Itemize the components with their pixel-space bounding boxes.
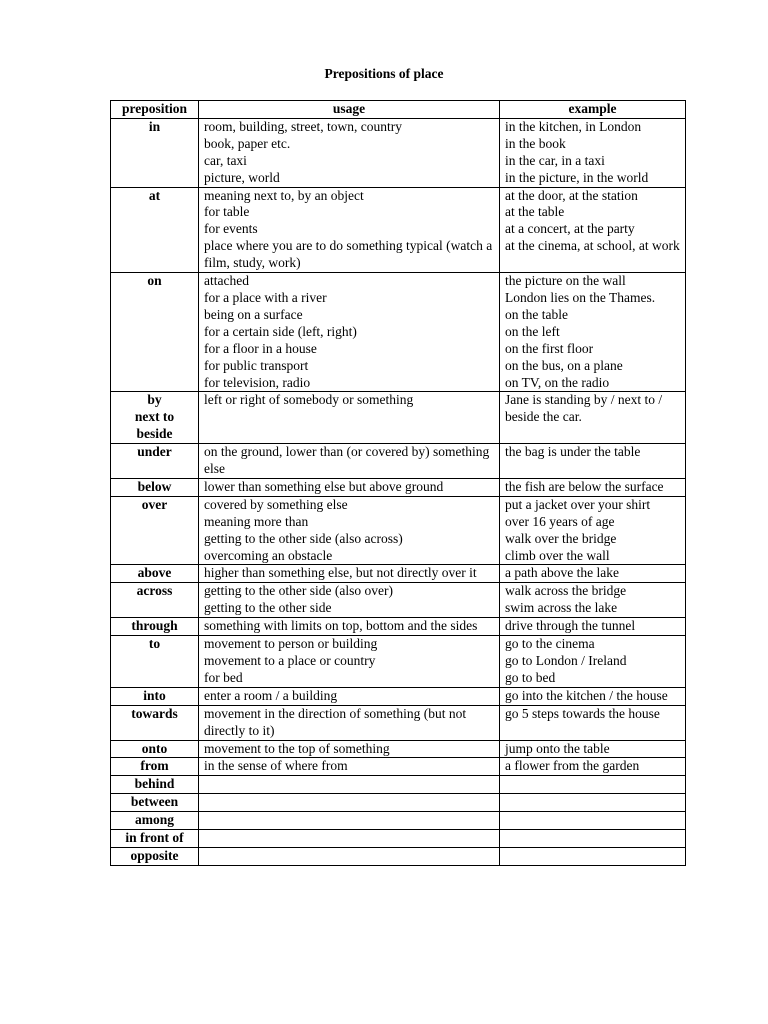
usage-line: in the sense of where from: [204, 758, 348, 774]
example-cell: [500, 273, 686, 392]
usage-line: picture, world: [204, 169, 280, 185]
preposition-text: beside: [136, 426, 173, 442]
header-preposition: preposition: [111, 101, 199, 119]
table-row: [111, 687, 686, 705]
usage-cell: [199, 187, 500, 273]
table-row: [111, 758, 686, 776]
table-row: [111, 636, 686, 688]
preposition-cell: [111, 478, 199, 496]
usage-cell: [199, 687, 500, 705]
table-row: [111, 478, 686, 496]
table-row: [111, 187, 686, 273]
example-line: Jane is standing by / next to / beside the car.: [505, 392, 663, 425]
example-line: at the cinema, at school, at work: [505, 238, 680, 254]
document-title: Prepositions of place: [324, 66, 444, 81]
usage-line: being on a surface: [204, 306, 303, 322]
example-cell: [500, 636, 686, 688]
usage-line: room, building, street, town, country: [204, 118, 402, 134]
preposition-cell: [111, 273, 199, 392]
example-cell: [500, 583, 686, 618]
preposition-cell: [111, 444, 199, 479]
usage-cell: [199, 812, 500, 830]
preposition-text: at: [148, 187, 161, 203]
header-row: [111, 101, 686, 119]
preposition-cell: [111, 583, 199, 618]
usage-cell: [199, 740, 500, 758]
preposition-cell: [111, 496, 199, 565]
usage-cell: [199, 636, 500, 688]
example-line: walk over the bridge: [505, 530, 617, 546]
preposition-text: on: [147, 273, 162, 289]
example-line: put a jacket over your shirt: [505, 496, 651, 512]
table-row: [111, 118, 686, 187]
usage-line: book, paper etc.: [204, 135, 291, 151]
example-line: a flower from the garden: [505, 758, 640, 774]
usage-cell: [199, 392, 500, 444]
table-row: [111, 794, 686, 812]
usage-cell: [199, 583, 500, 618]
usage-line: lower than something else but above ground: [204, 478, 444, 494]
preposition-text: over: [141, 496, 168, 512]
preposition-text: across: [136, 583, 173, 599]
usage-line: for public transport: [204, 357, 309, 373]
usage-cell: [199, 847, 500, 865]
example-line: swim across the lake: [505, 600, 618, 616]
usage-line: movement in the direction of something (but not directly to it): [204, 705, 467, 738]
usage-cell: [199, 444, 500, 479]
usage-cell: [199, 496, 500, 565]
usage-line: movement to a place or country: [204, 653, 376, 668]
preposition-text: between: [130, 794, 179, 810]
preposition-text: to: [148, 636, 161, 652]
preposition-cell: [111, 847, 199, 865]
example-line: go into the kitchen / the house: [505, 687, 668, 703]
usage-line: for a place with a river: [204, 289, 327, 305]
example-cell: [500, 618, 686, 636]
example-cell: [500, 687, 686, 705]
usage-line: enter a room / a building: [204, 687, 338, 703]
example-line: jump onto the table: [505, 740, 610, 756]
table-row: [111, 392, 686, 444]
preposition-text: under: [137, 444, 172, 460]
usage-line: for a certain side (left, right): [204, 323, 357, 339]
preposition-cell: [111, 392, 199, 444]
usage-cell: [199, 478, 500, 496]
usage-line: higher than something else, but not directly over it: [204, 565, 477, 581]
usage-line: on the ground, lower than (or covered by) something else: [204, 444, 490, 477]
preposition-text: from: [140, 758, 169, 774]
example-cell: [500, 565, 686, 583]
preposition-text: next to: [134, 409, 175, 425]
preposition-cell: [111, 687, 199, 705]
usage-cell: [199, 118, 500, 187]
usage-line: getting to the other side: [204, 600, 332, 616]
example-line: on TV, on the radio: [505, 374, 610, 390]
usage-line: getting to the other side (also over): [204, 583, 393, 599]
usage-cell: [199, 830, 500, 848]
header-example: example: [500, 101, 686, 119]
usage-line: place where you are to do something typical (watch a film, study, work): [204, 238, 493, 271]
example-cell: [500, 187, 686, 273]
preposition-text: below: [137, 478, 172, 494]
example-cell: [500, 776, 686, 794]
prepositions-table: [110, 100, 686, 866]
example-cell: [500, 740, 686, 758]
example-line: in the kitchen, in London: [505, 118, 642, 134]
example-line: go to bed: [505, 669, 556, 685]
usage-cell: [199, 776, 500, 794]
preposition-cell: [111, 118, 199, 187]
table-row: [111, 496, 686, 565]
usage-line: movement to the top of something: [204, 740, 390, 756]
example-line: on the bus, on a plane: [505, 357, 623, 373]
preposition-cell: [111, 636, 199, 688]
usage-line: car, taxi: [204, 152, 247, 168]
preposition-cell: [111, 758, 199, 776]
example-line: over 16 years of age: [505, 513, 615, 529]
example-line: the picture on the wall: [505, 273, 626, 289]
preposition-cell: [111, 776, 199, 794]
preposition-text: into: [143, 687, 166, 703]
example-cell: [500, 478, 686, 496]
preposition-text: above: [137, 565, 172, 581]
preposition-text: through: [131, 618, 178, 634]
usage-line: something with limits on top, bottom and the sides: [204, 618, 478, 634]
preposition-cell: [111, 812, 199, 830]
example-line: drive through the tunnel: [505, 618, 636, 634]
example-line: on the left: [505, 323, 560, 339]
usage-line: for events: [204, 221, 258, 237]
example-line: walk across the bridge: [505, 583, 627, 599]
usage-cell: [199, 618, 500, 636]
example-cell: [500, 118, 686, 187]
example-line: at the door, at the station: [505, 187, 638, 203]
example-line: the fish are below the surface: [505, 478, 664, 494]
preposition-text: onto: [141, 740, 168, 756]
usage-line: for table: [204, 204, 250, 220]
preposition-text: behind: [134, 776, 175, 792]
usage-cell: [199, 758, 500, 776]
preposition-cell: [111, 565, 199, 583]
example-line: at a concert, at the party: [505, 221, 635, 237]
preposition-cell: [111, 740, 199, 758]
example-line: in the book: [505, 135, 566, 151]
usage-line: for bed: [204, 669, 243, 685]
preposition-cell: [111, 830, 199, 848]
example-cell: [500, 830, 686, 848]
usage-cell: [199, 794, 500, 812]
example-line: go to London / Ireland: [505, 653, 627, 668]
preposition-text: towards: [131, 705, 178, 721]
example-line: on the table: [505, 306, 568, 322]
example-cell: [500, 847, 686, 865]
usage-line: getting to the other side (also across): [204, 530, 403, 546]
table-row: [111, 740, 686, 758]
usage-line: meaning next to, by an object: [204, 187, 364, 203]
table-row: [111, 444, 686, 479]
example-line: on the first floor: [505, 340, 594, 356]
example-cell: [500, 794, 686, 812]
usage-line: movement to person or building: [204, 636, 378, 652]
preposition-cell: [111, 618, 199, 636]
preposition-text: opposite: [130, 847, 179, 863]
usage-line: for a floor in a house: [204, 340, 317, 356]
table-row: [111, 618, 686, 636]
preposition-text: among: [134, 812, 174, 828]
preposition-text: by: [147, 392, 162, 408]
usage-cell: [199, 565, 500, 583]
preposition-cell: [111, 187, 199, 273]
table-row: [111, 273, 686, 392]
usage-line: meaning more than: [204, 513, 309, 529]
usage-line: overcoming an obstacle: [204, 547, 333, 563]
usage-line: for television, radio: [204, 374, 311, 390]
usage-line: attached: [204, 273, 249, 289]
example-cell: [500, 496, 686, 565]
table-header: [111, 101, 686, 119]
table-row: [111, 705, 686, 740]
usage-cell: [199, 273, 500, 392]
preposition-text: in front of: [125, 830, 184, 846]
table-row: [111, 847, 686, 865]
example-line: climb over the wall: [505, 547, 610, 563]
table-row: [111, 812, 686, 830]
example-line: in the car, in a taxi: [505, 152, 605, 168]
preposition-cell: [111, 794, 199, 812]
example-line: a path above the lake: [505, 565, 619, 581]
table-body: [111, 118, 686, 865]
example-cell: [500, 392, 686, 444]
usage-line: covered by something else: [204, 496, 348, 512]
example-cell: [500, 705, 686, 740]
preposition-cell: [111, 705, 199, 740]
example-line: go to the cinema: [505, 636, 595, 652]
table-row: [111, 830, 686, 848]
example-line: at the table: [505, 204, 565, 220]
example-cell: [500, 444, 686, 479]
example-cell: [500, 758, 686, 776]
preposition-text: in: [148, 118, 161, 134]
usage-cell: [199, 705, 500, 740]
usage-line: left or right of somebody or something: [204, 392, 414, 408]
table-row: [111, 565, 686, 583]
example-line: the bag is under the table: [505, 444, 641, 460]
table-row: [111, 776, 686, 794]
table-row: [111, 583, 686, 618]
example-line: in the picture, in the world: [505, 169, 649, 185]
example-cell: [500, 812, 686, 830]
example-line: go 5 steps towards the house: [505, 705, 660, 721]
example-line: London lies on the Thames.: [505, 289, 656, 305]
header-usage: usage: [199, 101, 500, 119]
